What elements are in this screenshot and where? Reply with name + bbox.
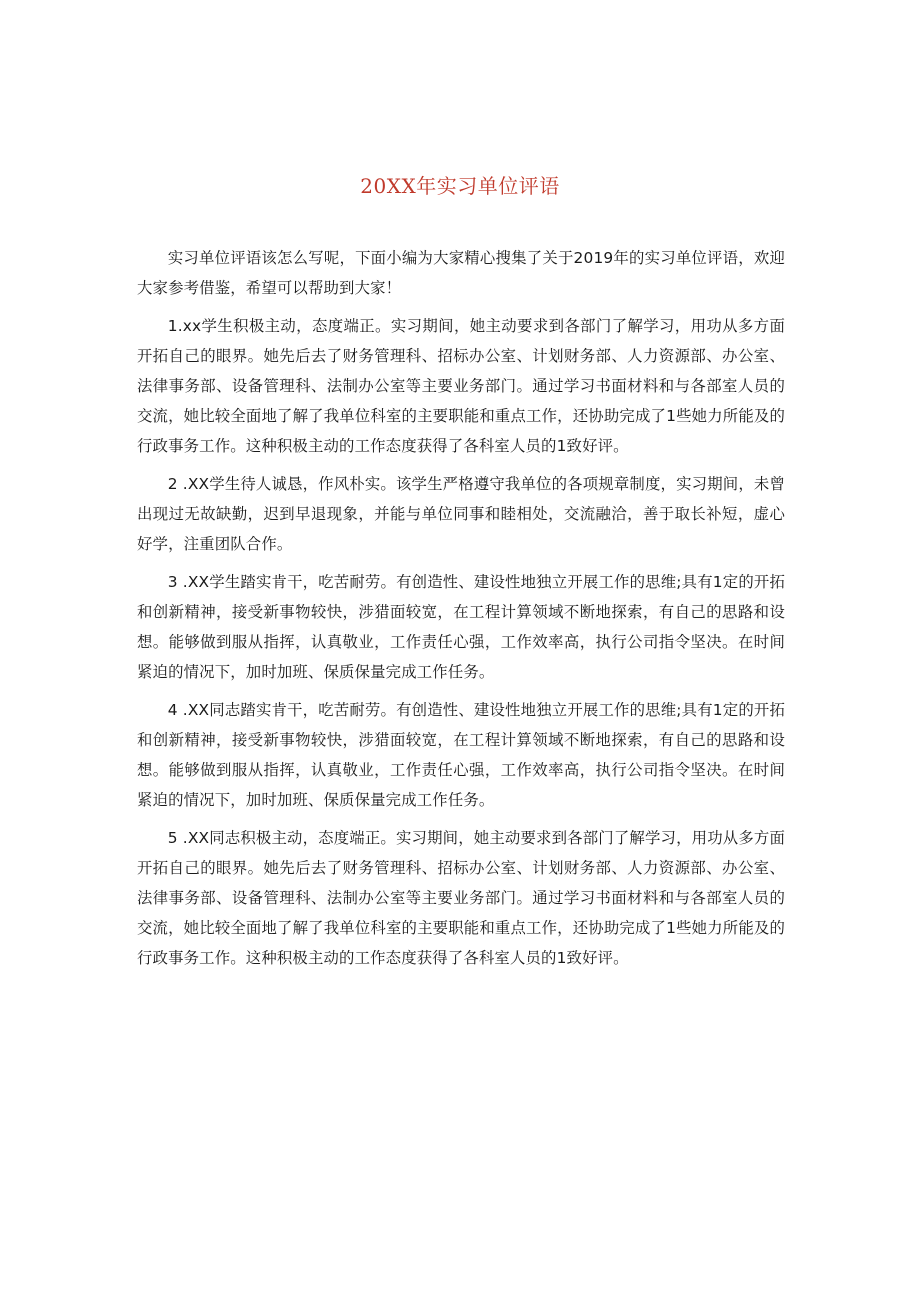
document-title: 20XX年实习单位评语: [360, 174, 560, 198]
comment-paragraph-2: 2 .XX学生待人诚恳，作风朴实。该学生严格遵守我单位的各项规章制度，实习期间，未曾出现过无故缺勤，迟到早退现象，并能与单位同事和睦相处，交流融洽，善于取长补短，虚心好学，注重团队合作。: [137, 475, 785, 553]
comment-paragraph-3: 3 .XX学生踏实肯干，吃苦耐劳。有创造性、建设性地独立开展工作的思维;具有1定的开拓和创新精神，接受新事物较快，涉猎面较宽，在工程计算领域不断地探索，有自己的思路和设想。能够做到服从指挥，认真敬业，工作责任心强，工作效率高，执行公司指令坚决。在时间紧迫的情况下，加时加班、保质保量完成工作任务。: [137, 573, 785, 681]
document-body: [137, 243, 785, 975]
comment-paragraph-4: 4 .XX同志踏实肯干，吃苦耐劳。有创造性、建设性地独立开展工作的思维;具有1定的开拓和创新精神，接受新事物较快，涉猎面较宽，在工程计算领域不断地探索，有自己的思路和设想。能够做到服从指挥，认真敬业，工作责任心强，工作效率高，执行公司指令坚决。在时间紧迫的情况下，加时加班、保质保量完成工作任务。: [137, 701, 785, 809]
comment-paragraph-1: 1.xx学生积极主动，态度端正。实习期间，她主动要求到各部门了解学习，用功从多方面开拓自己的眼界。她先后去了财务管理科、招标办公室、计划财务部、人力资源部、办公室、法律事务部、设备管理科、法制办公室等主要业务部门。通过学习书面材料和与各部室人员的交流，她比较全面地了解了我单位科室的主要职能和重点工作，还协助完成了1些她力所能及的行政事务工作。这种积极主动的工作态度获得了各科室人员的1致好评。: [137, 317, 785, 455]
intro-paragraph: 实习单位评语该怎么写呢，下面小编为大家精心搜集了关于2019年的实习单位评语，欢迎大家参考借鉴，希望可以帮助到大家！: [137, 249, 785, 297]
comment-paragraph-5: 5 .XX同志积极主动，态度端正。实习期间，她主动要求到各部门了解学习，用功从多方面开拓自己的眼界。她先后去了财务管理科、招标办公室、计划财务部、人力资源部、办公室、法律事务部、设备管理科、法制办公室等主要业务部门。通过学习书面材料和与各部室人员的交流，她比较全面地了解了我单位科室的主要职能和重点工作，还协助完成了1些她力所能及的行政事务工作。这种积极主动的工作态度获得了各科室人员的1致好评。: [137, 829, 785, 967]
